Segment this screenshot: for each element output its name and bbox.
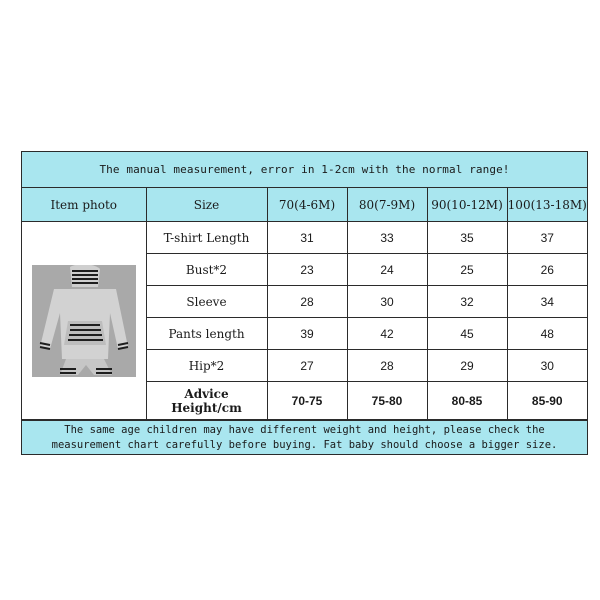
row-label-bust: Bust*2 bbox=[146, 254, 267, 286]
measurement-note: The manual measurement, error in 1-2cm with the normal range! bbox=[22, 152, 587, 188]
size-chart bbox=[21, 151, 588, 455]
table-cell: 80-85 bbox=[427, 382, 507, 420]
table-cell: 28 bbox=[267, 286, 347, 318]
table-cell: 30 bbox=[507, 350, 587, 382]
table-cell: 29 bbox=[427, 350, 507, 382]
row-label-pants-length: Pants length bbox=[146, 318, 267, 350]
table-cell: 45 bbox=[427, 318, 507, 350]
row-label-hip: Hip*2 bbox=[146, 350, 267, 382]
table-cell: 28 bbox=[347, 350, 427, 382]
table-cell: 70-75 bbox=[267, 382, 347, 420]
header-row bbox=[22, 188, 587, 222]
table-cell: 25 bbox=[427, 254, 507, 286]
advice-label-line1: Advice bbox=[184, 386, 229, 401]
table-cell: 85-90 bbox=[507, 382, 587, 420]
advice-label-line2: Height/cm bbox=[171, 400, 242, 415]
size-70-header: 70(4-6M) bbox=[267, 188, 347, 222]
size-100-header: 100(13-18M) bbox=[507, 188, 587, 222]
table-cell: 30 bbox=[347, 286, 427, 318]
item-photo-cell bbox=[22, 222, 146, 420]
footer-line-2: measurement chart carefully before buying. Fat baby should choose a bigger size. bbox=[51, 438, 558, 451]
table-cell: 39 bbox=[267, 318, 347, 350]
hoodie-photo-image bbox=[32, 265, 136, 377]
table-cell: 48 bbox=[507, 318, 587, 350]
row-label-advice-height bbox=[146, 382, 267, 420]
table-row bbox=[22, 222, 587, 254]
table-cell: 35 bbox=[427, 222, 507, 254]
table-cell: 33 bbox=[347, 222, 427, 254]
size-header: Size bbox=[146, 188, 267, 222]
table-cell: 32 bbox=[427, 286, 507, 318]
table-cell: 42 bbox=[347, 318, 427, 350]
row-label-tshirt-length: T-shirt Length bbox=[146, 222, 267, 254]
table-cell: 23 bbox=[267, 254, 347, 286]
footer-line-1: The same age children may have different weight and height, please check the bbox=[64, 423, 545, 436]
table-cell: 34 bbox=[507, 286, 587, 318]
table-cell: 24 bbox=[347, 254, 427, 286]
row-label-sleeve: Sleeve bbox=[146, 286, 267, 318]
size-80-header: 80(7-9M) bbox=[347, 188, 427, 222]
size-90-header: 90(10-12M) bbox=[427, 188, 507, 222]
size-table bbox=[22, 188, 587, 420]
table-cell: 27 bbox=[267, 350, 347, 382]
item-photo-header: Item photo bbox=[22, 188, 146, 222]
table-cell: 26 bbox=[507, 254, 587, 286]
table-cell: 37 bbox=[507, 222, 587, 254]
table-cell: 75-80 bbox=[347, 382, 427, 420]
footer-note bbox=[22, 420, 587, 454]
table-cell: 31 bbox=[267, 222, 347, 254]
